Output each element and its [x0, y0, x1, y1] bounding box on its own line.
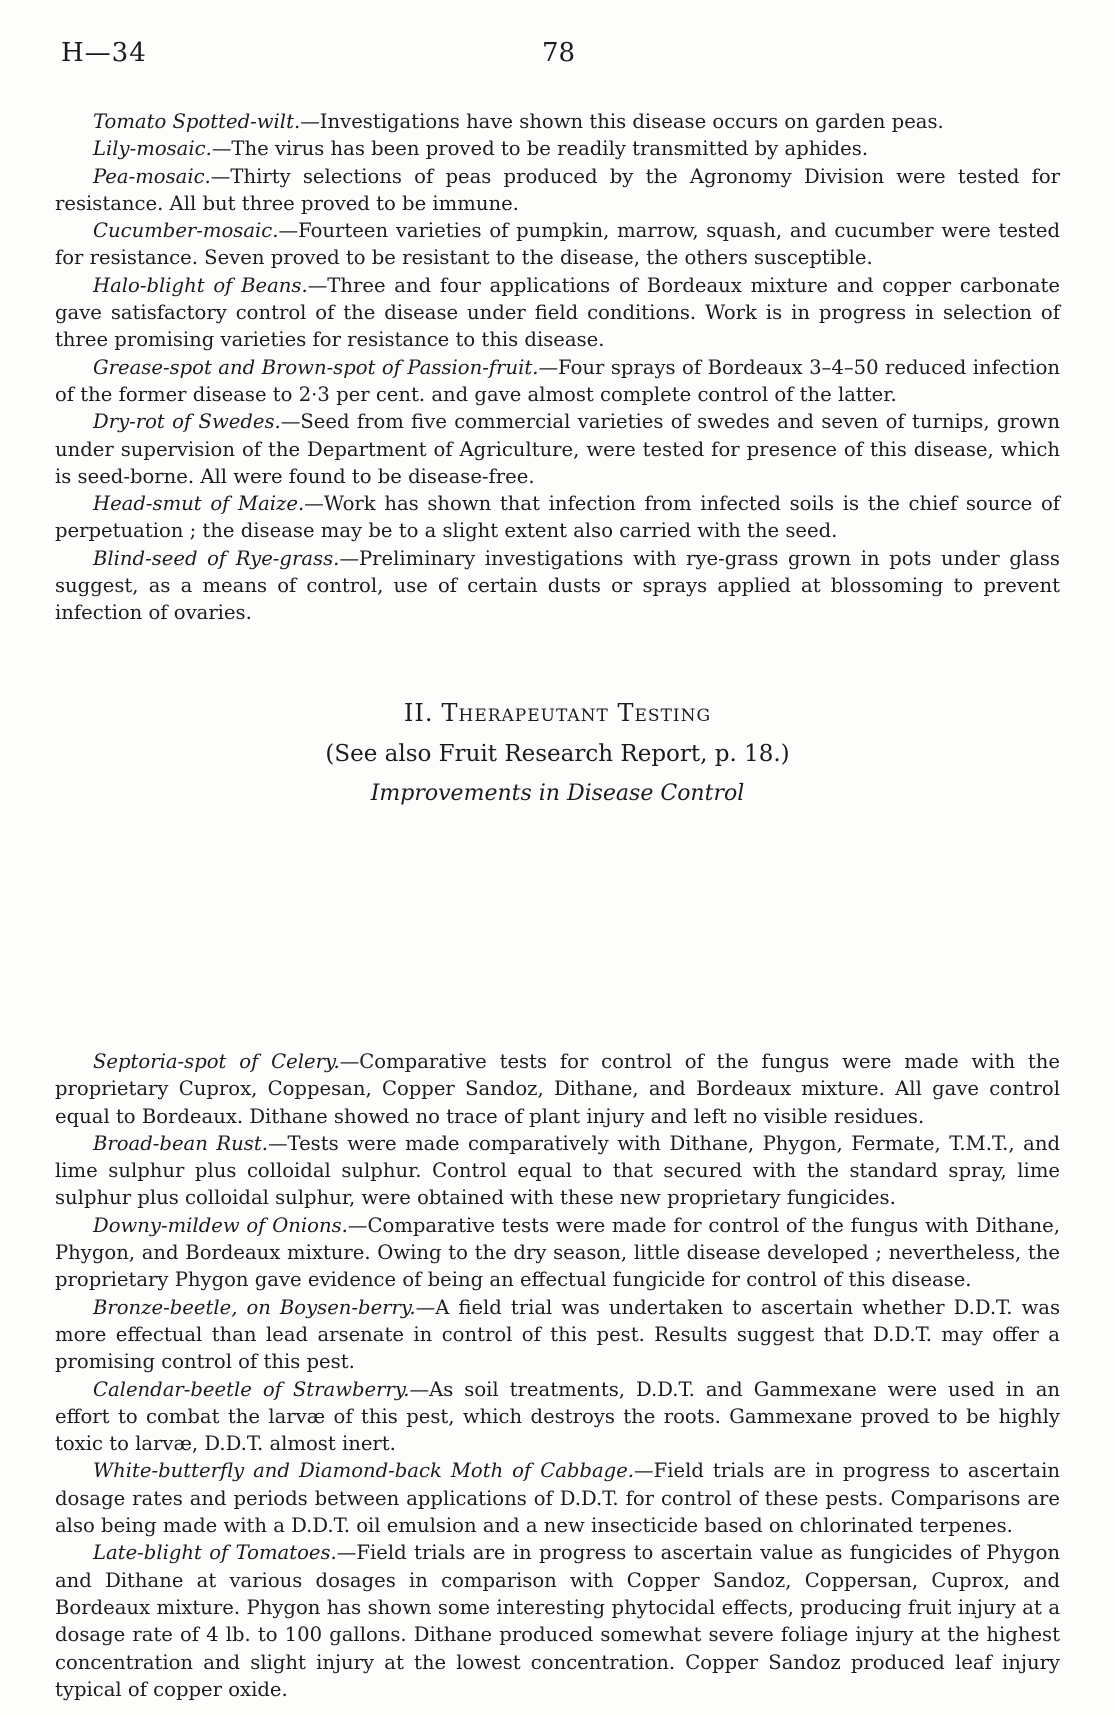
- paragraph-text: —Comparative tests were made for control of the fungus with Dithane, Phygon, and Bordeaux mixture. Owing to the dry season, little disease developed ; nevertheless, the proprietary Phygon gave evidence of being an effectual fungicide for control of this disease.: [55, 1213, 1060, 1292]
- paragraph-title: Broad-bean Rust.: [93, 1131, 268, 1155]
- paragraph-title: Bronze-beetle, on Boysen-berry.: [93, 1295, 416, 1319]
- paragraph-tomato-spotted-wilt: [55, 108, 1060, 135]
- paragraph-cucumber-mosaic: [55, 217, 1060, 272]
- paragraph-head-smut: [55, 490, 1060, 545]
- paragraph-septoria-spot: [55, 1048, 1060, 1130]
- paragraph-text: —Tests were made comparatively with Dithane, Phygon, Fermate, T.M.T., and lime sulphur plus colloidal sulphur. Control equal to that secured with the standard spray, lime sulphur plus colloidal sulphur, were obtained with these new proprietary fungicides.: [55, 1131, 1060, 1210]
- paragraph-title: Lily-mosaic.: [93, 137, 212, 161]
- paragraph-text: —Preliminary investigations with rye-grass grown in pots under glass suggest, as a means of control, use of certain dusts or sprays applied at blossoming to prevent infection of ovaries.: [55, 546, 1060, 625]
- paragraph-dry-rot: [55, 408, 1060, 490]
- paragraph-text: —A field trial was undertaken to ascertain whether D.D.T. was more effectual than lead arsenate in control of this pest. Results suggest that D.D.T. may offer a promising control of this pest.: [55, 1295, 1061, 1374]
- section-number: II.: [403, 699, 434, 727]
- paragraph-text: —Work has shown that infection from infected soils is the chief source of perpetuation ; the disease may be to a slight extent also carried with the seed.: [55, 492, 1060, 543]
- paragraph-lily-mosaic: [55, 135, 1060, 162]
- page-number: 78: [542, 38, 576, 68]
- section-title: Therapeutant Testing: [441, 699, 712, 727]
- paragraph-calendar-beetle: [55, 1376, 1060, 1458]
- paragraph-title: Grease-spot and Brown-spot of Passion-fruit.: [93, 355, 539, 379]
- paragraph-text: —Three and four applications of Bordeaux mixture and copper carbonate gave satisfactory control of the disease under field conditions. Work is in progress in selection of three promising varieties for resistance to this disease.: [55, 273, 1060, 352]
- paragraph-title: White-butterfly and Diamond-back Moth of Cabbage.: [93, 1459, 635, 1483]
- section-heading: [55, 697, 1060, 729]
- paragraph-title: Cucumber-mosaic.: [93, 219, 279, 243]
- paragraph-white-butterfly: [55, 1457, 1060, 1539]
- paragraph-title: Calendar-beetle of Strawberry.: [93, 1377, 410, 1401]
- paragraph-title: Dry-rot of Swedes.: [93, 410, 281, 434]
- paragraph-title: Pea-mosaic.: [93, 164, 211, 188]
- paragraph-text: —Field trials are in progress to ascertain dosage rates and periods between applications of D.D.T. for control of these pests. Comparisons are also being made with a D.D.T. oil emulsion and a new insecticide based on chlorinated terpenes.: [55, 1459, 1060, 1538]
- paragraph-text: —Field trials are in progress to ascertain value as fungicides of Phygon and Dithane at various dosages in comparison with Copper Sandoz, Coppersan, Cuprox, and Bordeaux mixture. Phygon has shown some interesting phytocidal effects, producing fruit injury at a dosage rate of 4 lb. to 100 gallons. Dithane produced somewhat severe foliage injury at the highest concentration and slight injury at the lowest concentration. Copper Sandoz produced leaf injury typical of copper oxide.: [55, 1541, 1060, 1701]
- paragraph-broad-bean-rust: [55, 1130, 1060, 1212]
- paragraph-title: Blind-seed of Rye-grass.: [93, 546, 340, 570]
- section-heading-block: [55, 697, 1060, 809]
- paragraph-title: Septoria-spot of Celery.: [93, 1050, 340, 1073]
- paragraph-text: —Seed from five commercial varieties of swedes and seven of turnips, grown under supervision of the Department of Agriculture, were tested for presence of this disease, which is seed-borne. All were found to be disease-free.: [55, 410, 1060, 488]
- paragraph-blind-seed: [55, 545, 1060, 627]
- paragraph-text: —Fourteen varieties of pumpkin, marrow, squash, and cucumber were tested for resistance. Seven proved to be resistant to the disease, the others susceptible.: [55, 219, 1060, 270]
- paragraph-downy-mildew: [55, 1212, 1060, 1294]
- subheading: Improvements in Disease Control: [370, 781, 745, 806]
- paragraph-title: Halo-blight of Beans.: [93, 273, 308, 297]
- therapeutant-testing-section: [55, 1048, 1060, 1703]
- page-header: [55, 38, 1060, 78]
- paragraph-pea-mosaic: [55, 163, 1060, 218]
- paragraph-text: —Investigations have shown this disease occurs on garden peas.: [300, 110, 944, 133]
- paragraph-text: —Thirty selections of peas produced by the Agronomy Division were tested for resistance. All but three proved to be immune.: [55, 164, 1060, 215]
- paragraph-title: Downy-mildew of Onions.: [93, 1213, 348, 1237]
- paragraph-text: —As soil treatments, D.D.T. and Gammexane were used in an effort to combat the larvæ of this pest, which destroys the roots. Gammexane proved to be highly toxic to larvæ, D.D.T. almost inert.: [55, 1377, 1060, 1456]
- paragraph-bronze-beetle: [55, 1294, 1060, 1376]
- paragraph-title: Tomato Spotted-wilt.: [93, 110, 301, 133]
- paragraph-text: —Four sprays of Bordeaux 3–4–50 reduced infection of the former disease to 2·3 per cent. and gave almost complete control of the latter.: [55, 355, 1060, 406]
- paragraph-text: —The virus has been proved to be readily transmitted by aphides.: [211, 137, 869, 161]
- paragraph-title: Head-smut of Maize.: [93, 492, 305, 516]
- disease-notes-section: [55, 108, 1060, 627]
- cross-reference: (See also Fruit Research Report, p. 18.): [325, 741, 790, 767]
- paragraph-halo-blight: [55, 272, 1060, 354]
- paragraph-text: —Comparative tests for control of the fungus were made with the proprietary Cuprox, Coppesan, Copper Sandoz, Dithane, and Bordeaux mixture. All gave control equal to Bordeaux. Dithane showed no trace of plant injury and left no visible residues.: [55, 1050, 1061, 1128]
- paragraph-grease-spot: [55, 354, 1060, 409]
- paragraph-late-blight: [55, 1539, 1060, 1703]
- paragraph-title: Late-blight of Tomatoes.: [93, 1541, 337, 1565]
- document-reference: H—34: [61, 38, 147, 68]
